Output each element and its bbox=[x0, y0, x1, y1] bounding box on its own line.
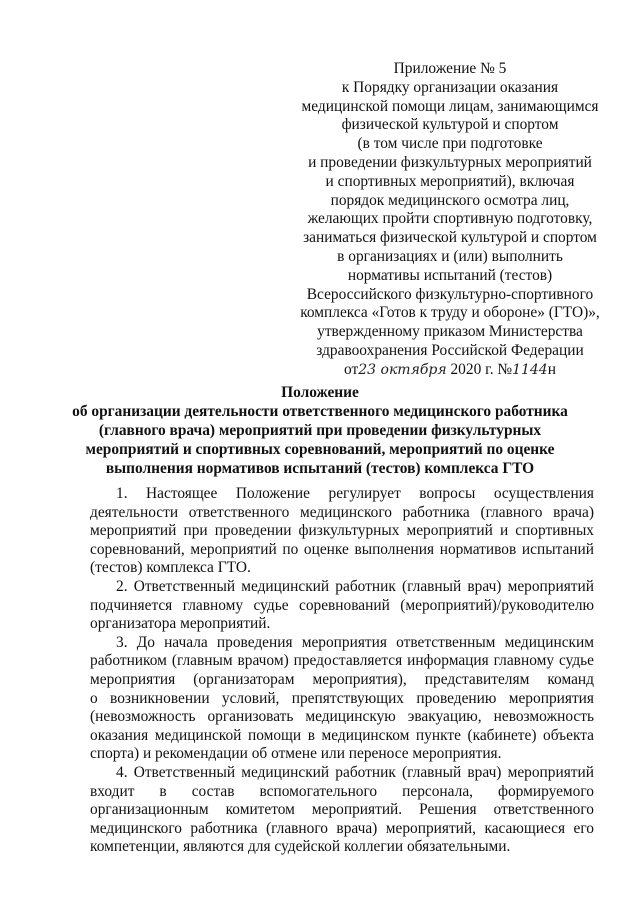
appendix-line: утвержденному приказом Министерства bbox=[317, 323, 583, 341]
appendix-line: порядок медицинского осмотра лиц, bbox=[330, 191, 570, 209]
title-line: мероприятий и спортивных соревнований, мероприятий по оценке bbox=[85, 441, 555, 458]
document-title bbox=[70, 383, 570, 478]
order-number-suffix: н bbox=[547, 360, 556, 378]
paragraph-line: работником (главным врачом) предоставляется информация главному судье bbox=[90, 652, 594, 670]
order-date-line bbox=[270, 361, 630, 380]
appendix-line: здравоохранения Российской Федерации bbox=[316, 341, 584, 359]
paragraph-line: спорта) и рекомендации об отмене или переносе мероприятия. bbox=[90, 745, 502, 763]
paragraph-line: подчиняется главному судье соревнований (мероприятий)/руководителю bbox=[90, 596, 594, 614]
appendix-line: нормативы испытаний (тестов) bbox=[347, 266, 553, 284]
appendix-line: Всероссийского физкультурно-спортивного bbox=[306, 285, 594, 303]
title-line: об организации деятельности ответственного медицинского работника bbox=[72, 403, 568, 420]
title-line: выполнения нормативов испытаний (тестов) комплекса ГТО bbox=[105, 460, 535, 477]
paragraph-line: соревнований, мероприятий по оценке выполнения нормативов испытаний bbox=[90, 540, 594, 558]
paragraph-line: 4. Ответственный медицинский работник (главный врач) мероприятий bbox=[116, 763, 594, 781]
appendix-line: (в том числе при подготовке bbox=[357, 135, 543, 153]
paragraph-line: медицинского работника (главного врача) мероприятий, касающиеся его bbox=[90, 819, 594, 837]
date-prefix: от bbox=[344, 360, 359, 378]
appendix-header bbox=[270, 60, 630, 380]
paragraph-line: оказания медицинской помощи в медицинском пункте (кабинете) объекта bbox=[90, 726, 594, 744]
paragraph-line: о возникновении условий, препятствующих проведению мероприятия bbox=[90, 689, 594, 707]
title-heading: Положение bbox=[281, 384, 359, 401]
paragraph-line: деятельности ответственного медицинского работника (главного врача) bbox=[90, 503, 594, 521]
paragraph-line: компетенции, являются для судейской коллегии обязательными. bbox=[90, 838, 511, 856]
appendix-line: к Порядку организации оказания bbox=[341, 78, 559, 96]
appendix-line: комплекса «Готов к труду и обороне» (ГТО)», bbox=[300, 304, 600, 322]
paragraph-line: 3. До начала проведения мероприятия ответственным медицинским bbox=[116, 633, 594, 651]
paragraph-1 bbox=[90, 485, 594, 578]
paragraph-3 bbox=[90, 634, 594, 764]
paragraph-2 bbox=[90, 578, 594, 634]
appendix-line: физической культурой и спортом bbox=[341, 116, 559, 134]
paragraph-line: (тестов) комплекса ГТО. bbox=[90, 559, 251, 577]
appendix-line: и проведении физкультурных мероприятий bbox=[308, 153, 592, 171]
appendix-line: и спортивных мероприятий), включая bbox=[325, 172, 575, 190]
paragraph-line: входит в состав вспомогательного персонала, формируемого bbox=[90, 782, 594, 800]
document-body bbox=[90, 485, 594, 857]
date-year: 2020 г. № bbox=[450, 360, 513, 378]
paragraph-line: (невозможность организовать медицинскую эвакуацию, невозможность bbox=[90, 708, 594, 726]
paragraph-line: организатора мероприятий. bbox=[90, 615, 271, 633]
handwritten-date: 23 октября bbox=[358, 361, 447, 378]
paragraph-line: 1. Настоящее Положение регулирует вопросы осуществления bbox=[116, 485, 594, 502]
appendix-line: в организациях и (или) выполнить bbox=[337, 247, 563, 265]
appendix-line: заниматься физической культурой и спортом bbox=[303, 229, 597, 247]
appendix-title: Приложение № 5 bbox=[393, 60, 507, 77]
paragraph-4 bbox=[90, 764, 594, 857]
paragraph-line: мероприятия (организаторам мероприятия), представителям команд bbox=[90, 670, 594, 688]
appendix-line: медицинской помощи лицам, занимающимся bbox=[301, 97, 599, 115]
appendix-line: желающих пройти спортивную подготовку, bbox=[307, 210, 593, 228]
paragraph-line: организационным комитетом мероприятий. Решения ответственного bbox=[90, 801, 594, 819]
paragraph-line: мероприятий при проведении физкультурных мероприятий и спортивных bbox=[90, 522, 594, 540]
handwritten-order-number: 1144 bbox=[512, 361, 548, 378]
paragraph-line: 2. Ответственный медицинский работник (главный врач) мероприятий bbox=[116, 577, 594, 595]
title-line: (главного врача) мероприятий при проведении физкультурных bbox=[98, 422, 542, 439]
